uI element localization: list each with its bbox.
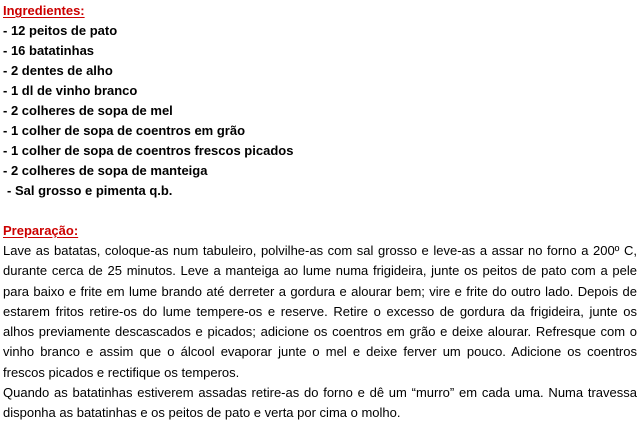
ingredient-item: - 1 colher de sopa de coentros frescos picados bbox=[3, 143, 294, 158]
preparation-paragraph: Lave as batatas, coloque-as num tabuleiro, polvilhe-as com sal grosso e leve-as a assar no forno a 200º C, durante cerca de 25 minutos. Leve a manteiga ao lume numa frigideira, junte os peitos de pato com a pele para baixo e frite em lume brando até derreter a gordura e alourar bem; vire e frite do outro lado. Depois de estarem fritos retire-os do lume tempere-os e reserve. Retire o excesso de gordura da frigideira, junte os alhos previamente descascados e picados; adicione os coentros em grão e deixe alourar. Refresque com o vinho branco e assim que o álcool evaporar junte o mel e deixe ferver um pouco. Adicione os coentros frescos picados e rectifique os temperos. bbox=[3, 243, 637, 380]
ingredient-item: - 2 colheres de sopa de mel bbox=[3, 103, 173, 118]
preparation-paragraph: Quando as batatinhas estiverem assadas retire-as do forno e dê um “murro” em cada uma. Numa travessa disponha as batatinhas e os peitos de pato e verta por cima o molho. bbox=[3, 385, 637, 421]
preparation-heading: Preparação: bbox=[3, 223, 79, 238]
ingredient-item: - 1 colher de sopa de coentros em grão bbox=[3, 123, 246, 138]
ingredient-item: - Sal grosso e pimenta q.b. bbox=[7, 183, 173, 198]
recipe-document bbox=[3, 1, 637, 424]
ingredient-item: - 1 dl de vinho branco bbox=[3, 83, 138, 98]
ingredient-item: - 16 batatinhas bbox=[3, 43, 95, 58]
ingredient-item: - 12 peitos de pato bbox=[3, 23, 118, 38]
ingredients-heading: Ingredientes: bbox=[3, 3, 85, 18]
section-spacer bbox=[3, 201, 637, 221]
ingredient-item: - 2 colheres de sopa de manteiga bbox=[3, 163, 208, 178]
ingredient-item: - 2 dentes de alho bbox=[3, 63, 113, 78]
